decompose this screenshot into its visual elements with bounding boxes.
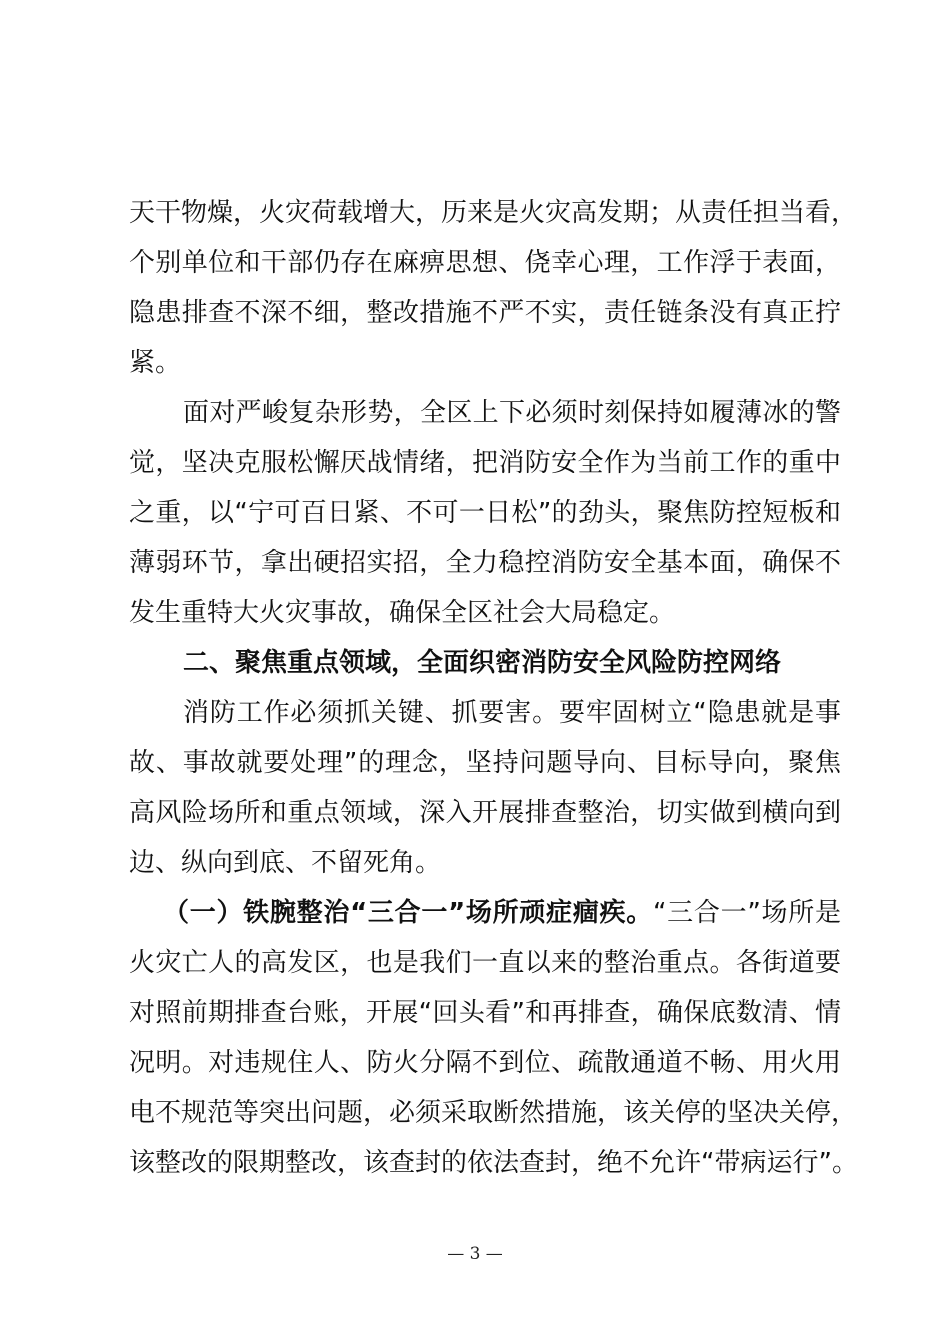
text-line: 个别单位和干部仍存在麻痹思想、侥幸心理，工作浮于表面， [129,248,841,278]
paragraph [129,388,841,638]
document-body [129,188,858,1188]
text-line: 消防工作必须抓关键、抓要害。要牢固树立“隐患就是事 [183,698,841,728]
text-line: 故、事故就要处理”的理念，坚持问题导向、目标导向，聚焦 [129,748,841,778]
text-line: 薄弱环节，拿出硬招实招，全力稳控消防安全基本面，确保不 [129,548,841,578]
paragraph [129,188,858,388]
paragraph [129,688,841,888]
paragraph [129,888,858,1188]
text-run: “三合一”场所是 [652,898,841,928]
text-line: 面对严峻复杂形势，全区上下必须时刻保持如履薄冰的警 [183,398,841,428]
text-line: 边、纵向到底、不留死角。 [129,848,442,878]
section-heading: 二、聚焦重点领域，全面织密消防安全风险防控网络 [183,648,782,678]
text-line: 发生重特大火灾事故，确保全区社会大局稳定。 [129,598,676,628]
text-line: 对照前期排查台账，开展“回头看”和再排查，确保底数清、情 [129,998,841,1028]
subheading-lead: （一）铁腕整治“三合一”场所顽症痼疾。 [163,898,653,928]
text-line: 高风险场所和重点领域，深入开展排查整治，切实做到横向到 [129,798,841,828]
text-line: 该整改的限期整改，该查封的依法查封，绝不允许“带病运行”。 [129,1148,858,1178]
text-line: 觉，坚决克服松懈厌战情绪，把消防安全作为当前工作的重中 [129,448,841,478]
text-line: 电不规范等突出问题，必须采取断然措施，该关停的坚决关停， [129,1098,858,1128]
text-line: 隐患排查不深不细，整改措施不严不实，责任链条没有真正拧 [129,298,841,328]
text-line: 天干物燥，火灾荷载增大，历来是火灾高发期；从责任担当看， [129,198,858,228]
text-line [129,888,841,938]
text-line: 况明。对违规住人、防火分隔不到位、疏散通道不畅、用火用 [129,1048,841,1078]
text-line: 之重，以“宁可百日紧、不可一日松”的劲头，聚焦防控短板和 [129,498,841,528]
text-line: 紧。 [129,348,182,378]
text-line: 火灾亡人的高发区，也是我们一直以来的整治重点。各街道要 [129,948,841,978]
page-number: — 3 — [447,1244,503,1264]
